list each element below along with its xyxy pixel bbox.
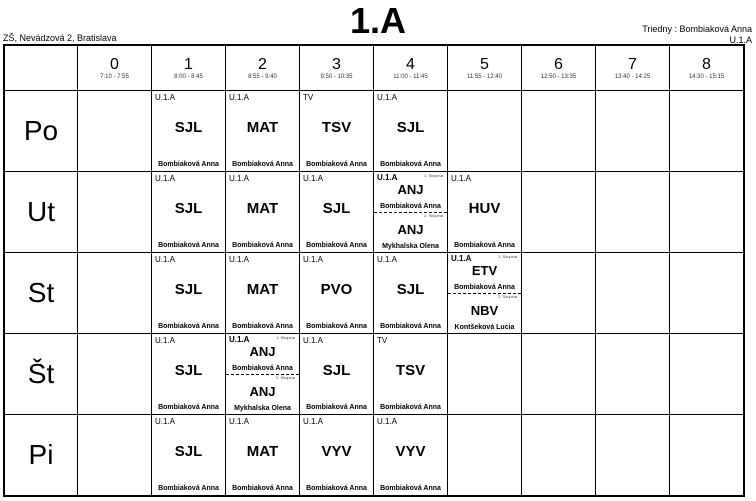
empty-cell bbox=[596, 415, 670, 497]
period-number: 7 bbox=[628, 56, 637, 73]
lesson-group-label: 1. Skupina bbox=[424, 173, 443, 178]
day-label: Pi bbox=[4, 415, 78, 497]
lesson-room: U.1.A bbox=[303, 336, 324, 345]
day-label: Ut bbox=[4, 172, 78, 253]
lesson-subject: SJL bbox=[396, 281, 425, 298]
lesson-teacher: Kontšeková Lucia bbox=[454, 324, 515, 331]
empty-cell bbox=[596, 334, 670, 415]
lesson-teacher: Bombiaková Anna bbox=[380, 323, 441, 330]
period-header bbox=[78, 45, 152, 91]
lesson-room: U.1.A bbox=[451, 174, 472, 183]
empty-cell bbox=[522, 91, 596, 172]
lesson-cell[interactable] bbox=[226, 253, 300, 334]
lesson-cell[interactable] bbox=[152, 172, 226, 253]
period-number: 5 bbox=[480, 56, 489, 73]
lesson-room: U.1.A bbox=[229, 93, 250, 102]
lesson-room: TV bbox=[303, 93, 314, 102]
lesson-teacher: Bombiaková Anna bbox=[306, 485, 367, 492]
period-header bbox=[522, 45, 596, 91]
lesson-cell[interactable] bbox=[152, 91, 226, 172]
lesson-group-label: 1. Skupina bbox=[498, 254, 517, 259]
lesson-teacher: Bombiaková Anna bbox=[454, 284, 515, 291]
lesson-cell[interactable] bbox=[448, 172, 522, 253]
lesson-cell[interactable] bbox=[300, 91, 374, 172]
lesson-teacher: Bombiaková Anna bbox=[232, 161, 293, 168]
day-row bbox=[4, 91, 744, 172]
lesson-room: U.1.A bbox=[229, 174, 250, 183]
lesson-subject: ETV bbox=[471, 263, 498, 278]
lesson-room: U.1.A bbox=[303, 255, 324, 264]
empty-cell bbox=[596, 253, 670, 334]
class-teacher bbox=[642, 24, 752, 46]
empty-cell bbox=[448, 334, 522, 415]
lesson-group bbox=[226, 334, 299, 375]
lesson-subject: HUV bbox=[468, 200, 501, 217]
lesson-group-label: 2. Skupina bbox=[424, 213, 443, 218]
empty-cell bbox=[596, 172, 670, 253]
class-room: U.1.A bbox=[729, 35, 752, 45]
day-label: Po bbox=[4, 91, 78, 172]
lesson-room: U.1.A bbox=[303, 417, 324, 426]
lesson-cell[interactable] bbox=[152, 253, 226, 334]
lesson-room: U.1.A bbox=[155, 336, 176, 345]
lesson-group bbox=[448, 293, 521, 333]
lesson-subject: SJL bbox=[174, 281, 203, 298]
period-header bbox=[226, 45, 300, 91]
lesson-subject: SJL bbox=[322, 200, 351, 217]
empty-cell bbox=[670, 415, 745, 497]
lesson-subject: ANJ bbox=[249, 344, 276, 359]
lesson-room: U.1.A bbox=[303, 174, 324, 183]
empty-cell bbox=[78, 91, 152, 172]
period-header bbox=[448, 45, 522, 91]
period-number: 2 bbox=[258, 56, 267, 73]
lesson-room: U.1.A bbox=[155, 255, 176, 264]
period-number: 6 bbox=[554, 56, 563, 73]
empty-cell bbox=[670, 91, 745, 172]
lesson-group-label: 2. Skupina bbox=[276, 375, 295, 380]
period-number: 0 bbox=[110, 56, 119, 73]
lesson-teacher: Bombiaková Anna bbox=[380, 203, 441, 210]
lesson-teacher: Bombiaková Anna bbox=[306, 161, 367, 168]
lesson-subject: VYV bbox=[395, 443, 426, 460]
period-time: 9:50 - 10:35 bbox=[320, 74, 353, 80]
period-number: 3 bbox=[332, 56, 341, 73]
lesson-teacher: Bombiaková Anna bbox=[158, 242, 219, 249]
period-time: 7:10 - 7:55 bbox=[100, 74, 129, 80]
lesson-teacher: Bombiaková Anna bbox=[232, 365, 293, 372]
lesson-subject: SJL bbox=[174, 362, 203, 379]
period-time: 8:55 - 9:40 bbox=[248, 74, 277, 80]
class-teacher-name: Triedny : Bombiaková Anna bbox=[642, 24, 752, 34]
lesson-teacher: Bombiaková Anna bbox=[158, 404, 219, 411]
period-header bbox=[300, 45, 374, 91]
lesson-room: U.1.A bbox=[229, 335, 250, 344]
lesson-room: U.1.A bbox=[155, 174, 176, 183]
lesson-subject: ANJ bbox=[397, 222, 424, 237]
lesson-cell[interactable] bbox=[152, 334, 226, 415]
lesson-teacher: Bombiaková Anna bbox=[158, 323, 219, 330]
period-time: 11:55 - 12:40 bbox=[467, 74, 502, 80]
lesson-teacher: Bombiaková Anna bbox=[380, 161, 441, 168]
lesson-group bbox=[374, 172, 447, 213]
lesson-subject: MAT bbox=[246, 119, 279, 136]
day-row bbox=[4, 253, 744, 334]
lesson-subject: MAT bbox=[246, 200, 279, 217]
period-header bbox=[670, 45, 745, 91]
lesson-subject: ANJ bbox=[397, 182, 424, 197]
lesson-group-label: 1. Skupina bbox=[276, 335, 295, 340]
day-row bbox=[4, 172, 744, 253]
lesson-teacher: Bombiaková Anna bbox=[454, 242, 515, 249]
day-label: St bbox=[4, 253, 78, 334]
lesson-subject: PVO bbox=[320, 281, 353, 298]
lesson-cell[interactable] bbox=[300, 415, 374, 497]
period-number: 4 bbox=[406, 56, 415, 73]
empty-cell bbox=[670, 253, 745, 334]
lesson-room: U.1.A bbox=[377, 255, 398, 264]
timetable-body bbox=[4, 91, 744, 497]
period-time: 11:00 - 11:45 bbox=[393, 74, 428, 80]
lesson-teacher: Bombiaková Anna bbox=[380, 485, 441, 492]
empty-cell bbox=[670, 172, 745, 253]
lesson-group bbox=[226, 374, 299, 414]
empty-cell bbox=[670, 334, 745, 415]
lesson-room: U.1.A bbox=[155, 93, 176, 102]
lesson-cell[interactable] bbox=[300, 253, 374, 334]
period-time: 14:30 - 15:15 bbox=[688, 74, 725, 80]
day-row bbox=[4, 415, 744, 497]
lesson-teacher: Bombiaková Anna bbox=[158, 161, 219, 168]
period-header bbox=[374, 45, 448, 91]
lesson-subject: SJL bbox=[174, 443, 203, 460]
period-time: 12:50 - 13:35 bbox=[540, 74, 577, 80]
empty-cell bbox=[522, 334, 596, 415]
timetable bbox=[3, 44, 745, 497]
school-name: ZŠ, Nevädzová 2, Bratislava bbox=[3, 33, 117, 43]
day-row bbox=[4, 334, 744, 415]
lesson-subject: ANJ bbox=[249, 384, 276, 399]
lesson-cell[interactable] bbox=[152, 415, 226, 497]
lesson-teacher: Bombiaková Anna bbox=[380, 404, 441, 411]
empty-cell bbox=[522, 172, 596, 253]
lesson-subject: SJL bbox=[174, 200, 203, 217]
lesson-room: TV bbox=[377, 336, 388, 345]
lesson-teacher: Mykhalska Olena bbox=[382, 243, 439, 250]
lesson-subject: SJL bbox=[396, 119, 425, 136]
lesson-cell[interactable] bbox=[226, 172, 300, 253]
lesson-subject: SJL bbox=[174, 119, 203, 136]
lesson-subject: TSV bbox=[321, 119, 352, 136]
empty-cell bbox=[78, 334, 152, 415]
empty-cell bbox=[596, 91, 670, 172]
period-number: 8 bbox=[702, 56, 711, 73]
lesson-group bbox=[374, 212, 447, 252]
period-time: 13:40 - 14:25 bbox=[614, 74, 651, 80]
lesson-room: U.1.A bbox=[229, 417, 250, 426]
lesson-cell[interactable] bbox=[374, 334, 448, 415]
lesson-cell[interactable] bbox=[226, 91, 300, 172]
lesson-teacher: Bombiaková Anna bbox=[306, 404, 367, 411]
lesson-teacher: Bombiaková Anna bbox=[306, 323, 367, 330]
empty-cell bbox=[78, 415, 152, 497]
lesson-room: U.1.A bbox=[229, 255, 250, 264]
lesson-subject: MAT bbox=[246, 281, 279, 298]
lesson-teacher: Bombiaková Anna bbox=[306, 242, 367, 249]
lesson-subject: SJL bbox=[322, 362, 351, 379]
period-number: 1 bbox=[184, 56, 193, 73]
lesson-subject: VYV bbox=[321, 443, 352, 460]
lesson-teacher: Bombiaková Anna bbox=[232, 323, 293, 330]
lesson-cell[interactable] bbox=[374, 415, 448, 497]
period-header bbox=[596, 45, 670, 91]
empty-cell bbox=[78, 253, 152, 334]
empty-cell bbox=[78, 172, 152, 253]
lesson-cell[interactable] bbox=[448, 253, 522, 334]
lesson-group bbox=[448, 253, 521, 294]
empty-cell bbox=[522, 253, 596, 334]
lesson-group-label: 2. Skupina bbox=[498, 294, 517, 299]
lesson-subject: NBV bbox=[470, 303, 499, 318]
day-label: Št bbox=[4, 334, 78, 415]
lesson-cell[interactable] bbox=[226, 415, 300, 497]
lesson-teacher: Bombiaková Anna bbox=[232, 242, 293, 249]
corner-cell bbox=[4, 45, 78, 91]
lesson-room: U.1.A bbox=[451, 254, 472, 263]
empty-cell bbox=[522, 415, 596, 497]
lesson-room: U.1.A bbox=[155, 417, 176, 426]
empty-cell bbox=[448, 415, 522, 497]
period-header-row bbox=[4, 45, 744, 91]
lesson-subject: TSV bbox=[395, 362, 426, 379]
lesson-room: U.1.A bbox=[377, 173, 398, 182]
lesson-teacher: Bombiaková Anna bbox=[158, 485, 219, 492]
lesson-cell[interactable] bbox=[374, 91, 448, 172]
empty-cell bbox=[448, 91, 522, 172]
lesson-cell[interactable] bbox=[374, 172, 448, 253]
lesson-room: U.1.A bbox=[377, 417, 398, 426]
page-title: 1.A bbox=[349, 0, 407, 41]
lesson-cell[interactable] bbox=[300, 334, 374, 415]
lesson-cell[interactable] bbox=[300, 172, 374, 253]
lesson-teacher: Mykhalska Olena bbox=[234, 405, 291, 412]
lesson-cell[interactable] bbox=[374, 253, 448, 334]
lesson-subject: MAT bbox=[246, 443, 279, 460]
lesson-teacher: Bombiaková Anna bbox=[232, 485, 293, 492]
lesson-room: U.1.A bbox=[377, 93, 398, 102]
lesson-cell[interactable] bbox=[226, 334, 300, 415]
period-header bbox=[152, 45, 226, 91]
period-time: 8:00 - 8:45 bbox=[174, 74, 203, 80]
